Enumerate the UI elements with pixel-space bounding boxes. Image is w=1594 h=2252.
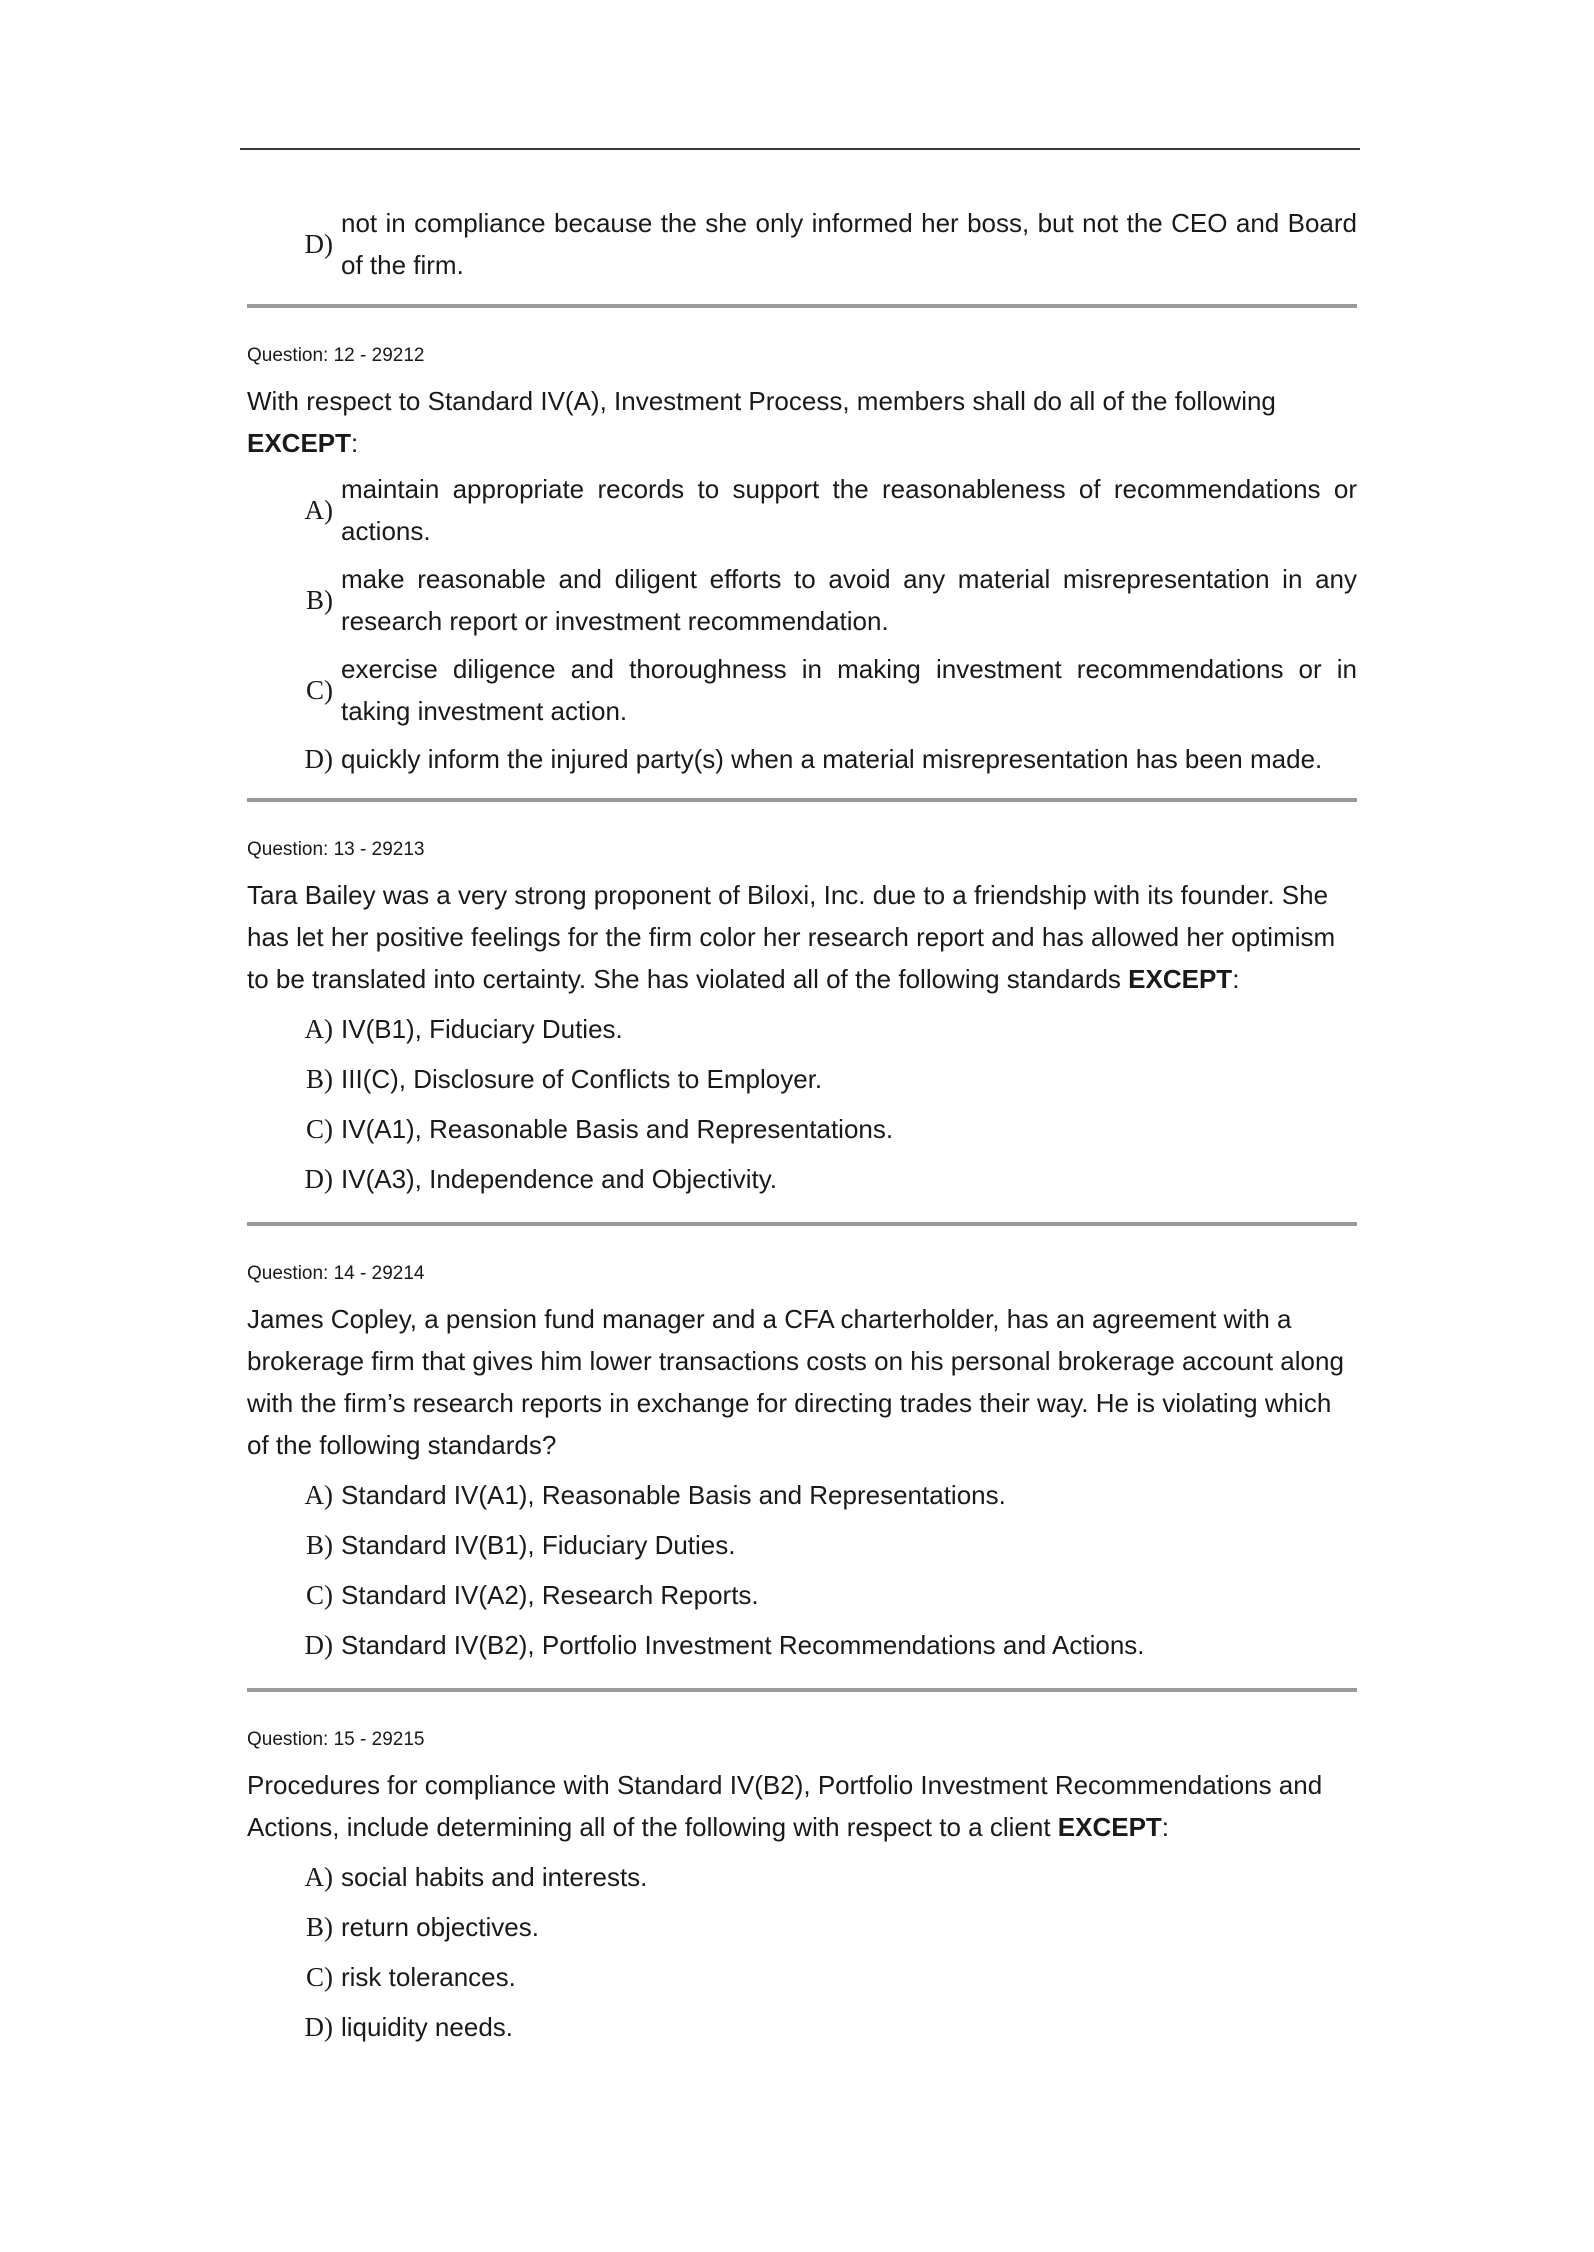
question-stem xyxy=(247,874,1357,1000)
question-12 xyxy=(247,344,1357,780)
option-b xyxy=(247,1054,1357,1104)
option-letter: B) xyxy=(306,1529,333,1560)
question-label: Question: 12 - 29212 xyxy=(247,345,425,366)
option-text: maintain appropriate records to support the reasonableness of recommendations or actions. xyxy=(341,474,1357,546)
question-13 xyxy=(247,838,1357,1204)
option-letter: A) xyxy=(304,1861,333,1892)
option-a xyxy=(247,1852,1357,1902)
option-letter: B) xyxy=(306,584,333,615)
stem-suffix: : xyxy=(1232,964,1240,994)
option-text: return objectives. xyxy=(341,1912,539,1942)
option-letter: B) xyxy=(306,1063,333,1094)
stem-text: With respect to Standard IV(A), Investment Process, members shall do all of the following xyxy=(247,386,1276,416)
stem-emphasis: EXCEPT xyxy=(1057,1812,1162,1842)
option-text: quickly inform the injured party(s) when a material misrepresentation has been made. xyxy=(341,744,1323,774)
option-text: Standard IV(A2), Research Reports. xyxy=(341,1580,759,1610)
stem-text: Tara Bailey was a very strong proponent of Biloxi, Inc. due to a friendship with its founder. She has let her positive feelings for the firm color her research report and has allowed her optimism to be translated into certainty. She has violated all of the following standards xyxy=(247,880,1336,994)
option-letter: B) xyxy=(306,1911,333,1942)
question-separator xyxy=(247,798,1357,802)
option-letter: D) xyxy=(304,2011,333,2042)
option-letter: D) xyxy=(304,743,333,774)
option-b xyxy=(247,1520,1357,1570)
option-letter: C) xyxy=(306,1113,333,1144)
question-separator xyxy=(247,1222,1357,1226)
option-text: Standard IV(A1), Reasonable Basis and Representations. xyxy=(341,1480,1006,1510)
option-d xyxy=(247,738,1357,780)
question-separator xyxy=(247,304,1357,308)
question-label: Question: 14 - 29214 xyxy=(247,1263,425,1284)
option-text: not in compliance because the she only informed her boss, but not the CEO and Board of the firm. xyxy=(341,208,1357,280)
option-text: III(C), Disclosure of Conflicts to Employer. xyxy=(341,1064,823,1094)
option-letter: C) xyxy=(306,674,333,705)
option-text: IV(A3), Independence and Objectivity. xyxy=(341,1164,777,1194)
option-text: Standard IV(B1), Fiduciary Duties. xyxy=(341,1530,736,1560)
option-letter: D) xyxy=(304,1629,333,1660)
option-a xyxy=(247,1470,1357,1520)
option-text: exercise diligence and thoroughness in making investment recommendations or in taking investment action. xyxy=(341,654,1357,726)
option-c xyxy=(247,1104,1357,1154)
option-letter: D) xyxy=(304,1163,333,1194)
option-text: IV(B1), Fiduciary Duties. xyxy=(341,1014,623,1044)
page-content xyxy=(247,202,1357,2052)
question-stem xyxy=(247,1298,1357,1466)
option-letter: A) xyxy=(304,1479,333,1510)
header-rule xyxy=(240,148,1360,150)
option-letter: A) xyxy=(304,1013,333,1044)
option-a xyxy=(247,468,1357,552)
option-a xyxy=(247,1004,1357,1054)
option-c xyxy=(247,648,1357,732)
option-text: make reasonable and diligent efforts to avoid any material misrepresentation in any research report or investment recommendation. xyxy=(341,564,1357,636)
option-b xyxy=(247,1902,1357,1952)
option-d xyxy=(247,2002,1357,2052)
question-label: Question: 13 - 29213 xyxy=(247,839,425,860)
question-15 xyxy=(247,1728,1357,2052)
option-text: IV(A1), Reasonable Basis and Representations. xyxy=(341,1114,894,1144)
option-text: liquidity needs. xyxy=(341,2012,513,2042)
option-letter: A) xyxy=(304,494,333,525)
stem-suffix: : xyxy=(351,428,359,458)
stem-suffix: : xyxy=(1161,1812,1170,1842)
option-text: social habits and interests. xyxy=(341,1862,648,1892)
option-text: Standard IV(B2), Portfolio Investment Recommendations and Actions. xyxy=(341,1630,1145,1660)
question-separator xyxy=(247,1688,1357,1692)
question-stem xyxy=(247,1764,1357,1848)
stem-emphasis: EXCEPT xyxy=(1128,964,1233,994)
option-b xyxy=(247,558,1357,642)
stem-text: James Copley, a pension fund manager and a CFA charterholder, has an agreement with a brokerage firm that gives him lower transactions costs on his personal brokerage account along with the firm’s research reports in exchange for directing trades their way. He is violating which of the following standards? xyxy=(247,1304,1344,1460)
option-d xyxy=(247,1154,1357,1204)
question-stem xyxy=(247,380,1357,464)
stem-emphasis: EXCEPT xyxy=(247,428,352,458)
option-c xyxy=(247,1952,1357,2002)
option-c xyxy=(247,1570,1357,1620)
question-label: Question: 15 - 29215 xyxy=(247,1729,425,1750)
stem-text: Procedures for compliance with Standard IV(B2), Portfolio Investment Recommendations and Actions, include determining all of the following with respect to a client xyxy=(247,1770,1323,1842)
option-d xyxy=(247,1620,1357,1670)
option-letter: D) xyxy=(304,228,333,259)
option-letter: C) xyxy=(306,1579,333,1610)
q11-option-d xyxy=(247,202,1357,286)
option-letter: C) xyxy=(306,1961,333,1992)
option-text: risk tolerances. xyxy=(341,1962,516,1992)
question-14 xyxy=(247,1262,1357,1670)
